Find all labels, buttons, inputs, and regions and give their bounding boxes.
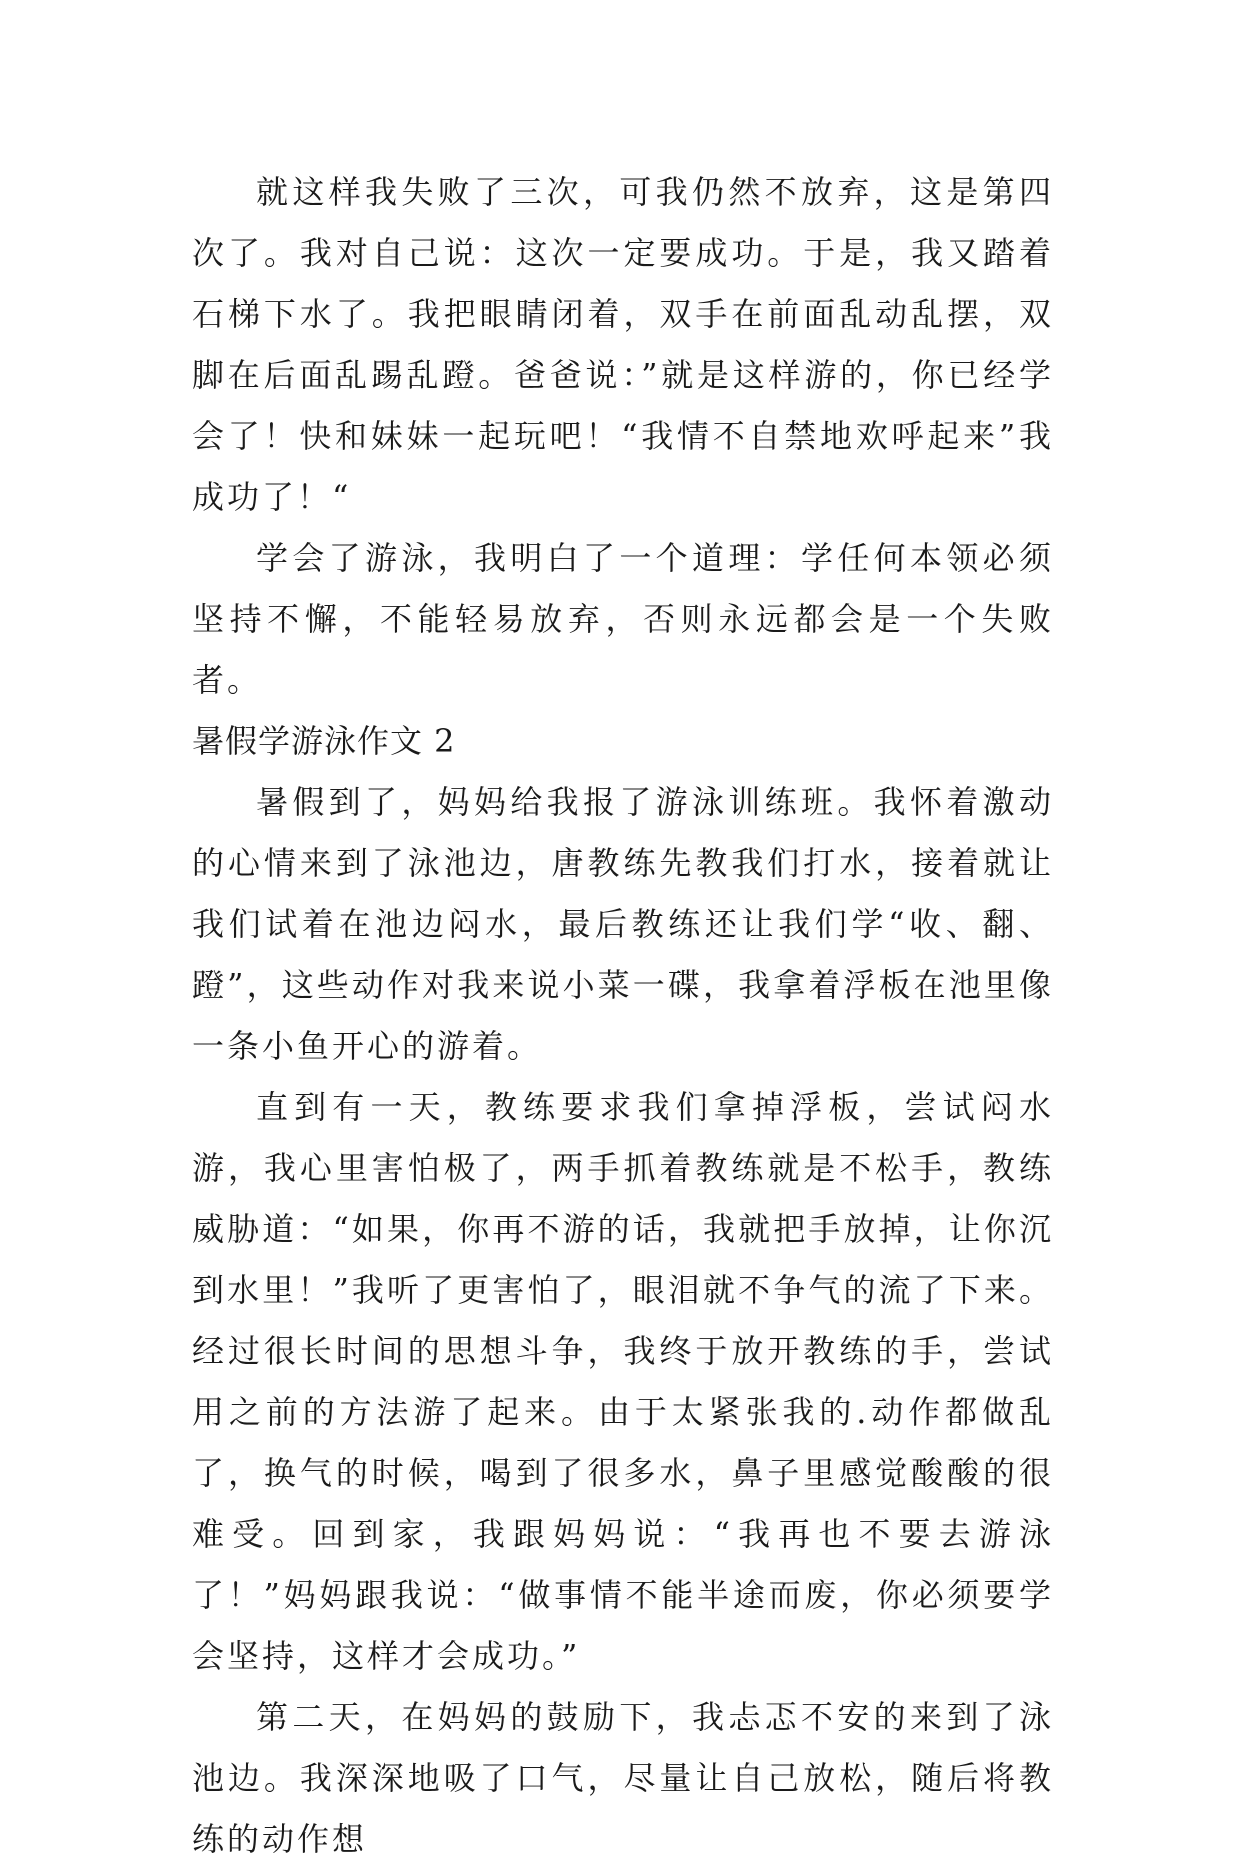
- paragraph-first-try: 直到有一天，教练要求我们拿掉浮板，尝试闷水游，我心里害怕极了，两手抓着教练就是不松手，教练威胁道：“如果，你再不游的话，我就把手放掉，让你沉到水里！”我听了更害怕了，眼泪就不争气的流了下来。经过很长时间的思想斗争，我终于放开教练的手，尝试用之前的方法游了起来。由于太紧张我的.动作都做乱了，换气的时候，喝到了很多水，鼻子里感觉酸酸的很难受。回到家，我跟妈妈说：“我再也不要去游泳了！”妈妈跟我说：“做事情不能半途而废，你必须要学会坚持，这样才会成功。”: [192, 1088, 1054, 1675]
- paragraph-training-class: 暑假到了，妈妈给我报了游泳训练班。我怀着激动的心情来到了泳池边，唐教练先教我们打水，接着就让我们试着在池边闷水，最后教练还让我们学“收、翻、蹬”，这些动作对我来说小菜一碟，我拿着浮板在池里像一条小鱼开心的游着。: [192, 783, 1054, 1065]
- document-page: [192, 162, 1054, 1870]
- paragraph-second-day: 第二天，在妈妈的鼓励下，我忐忑不安的来到了泳池边。我深深地吸了口气，尽量让自己放松，随后将教练的动作想: [192, 1698, 1054, 1858]
- paragraph-fourth-attempt: 就这样我失败了三次，可我仍然不放弃，这是第四次了。我对自己说：这次一定要成功。于是，我又踏着石梯下水了。我把眼睛闭着，双手在前面乱动乱摆，双脚在后面乱踢乱蹬。爸爸说：”就是这样游的，你已经学会了！快和妹妹一起玩吧！“我情不自禁地欢呼起来”我成功了！“: [192, 173, 1054, 516]
- section-title: 暑假学游泳作文 2: [192, 722, 456, 760]
- paragraph-lesson-learned: 学会了游泳，我明白了一个道理：学任何本领必须坚持不懈，不能轻易放弃，否则永远都会是一个失败者。: [192, 539, 1054, 699]
